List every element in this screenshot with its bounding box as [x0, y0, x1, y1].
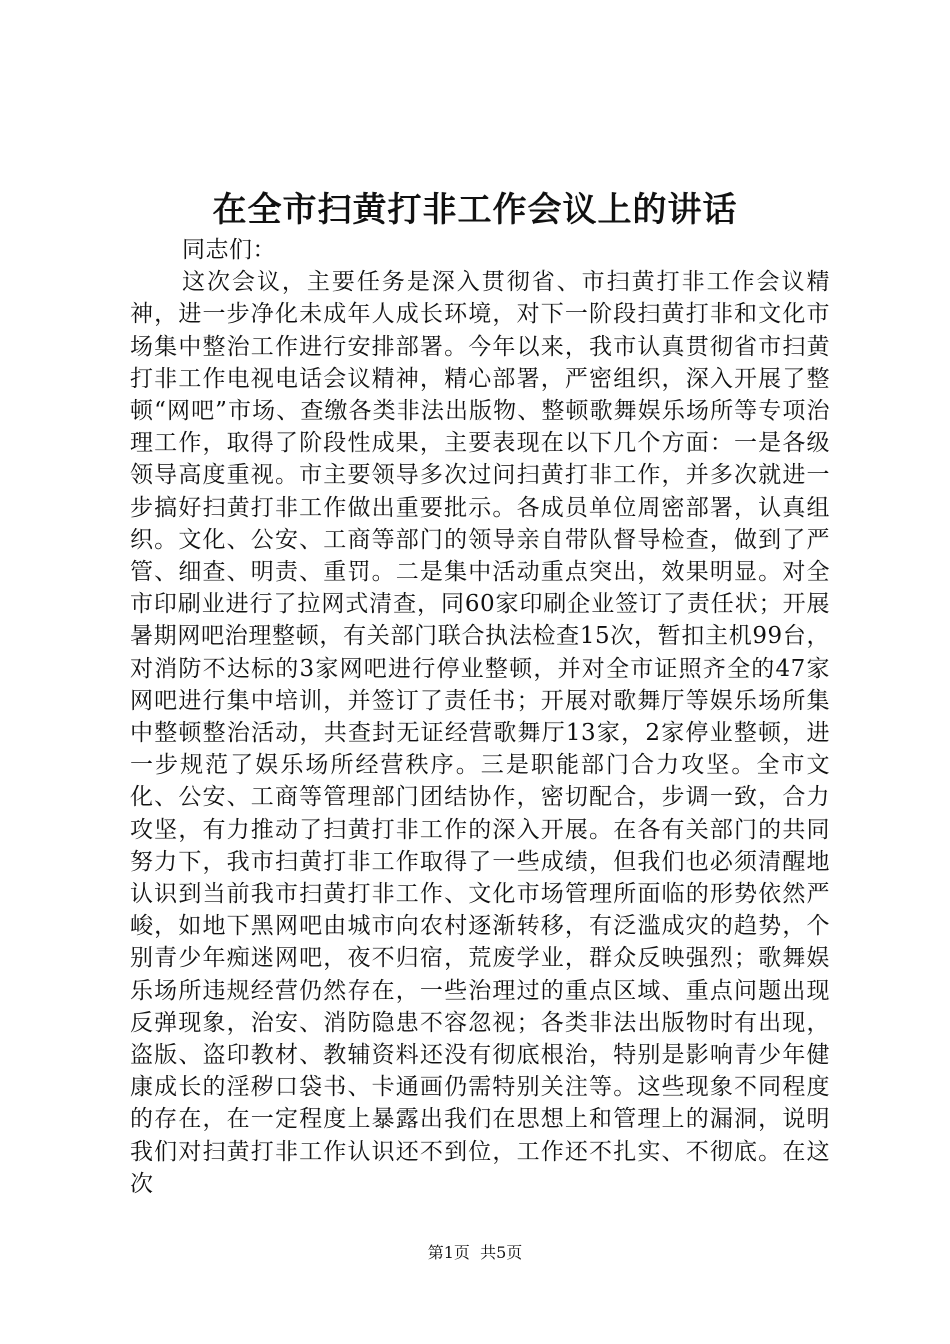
body-paragraph: 这次会议，主要任务是深入贯彻省、市扫黄打非工作会议精神，进一步净化未成年人成长环境，对下一阶段扫黄打非和文化市场集中整治工作进行安排部署。今年以来，我市认真贯彻省市扫黄打非工作电视电话会议精神，精心部署，严密组织，深入开展了整顿“网吧”市场、查缴各类非法出版物、整顿歌舞娱乐场所等专项治理工作，取得了阶段性成果，主要表现在以下几个方面：一是各级领导高度重视。市主要领导多次过问扫黄打非工作，并多次就进一步搞好扫黄打非工作做出重要批示。各成员单位周密部署，认真组织。文化、公安、工商等部门的领导亲自带队督导检查，做到了严管、细查、明责、重罚。二是集中活动重点突出，效果明显。对全市印刷业进行了拉网式清查，同60家印刷企业签订了责任状；开展暑期网吧治理整顿，有关部门联合执法检查15次，暂扣主机99台，对消防不达标的3家网吧进行停业整顿，并对全市证照齐全的47家网吧进行集中培训，并签订了责任书；开展对歌舞厅等娱乐场所集中整顿整治活动，共查封无证经营歌舞厅13家，2家停业整顿，进一步规范了娱乐场所经营秩序。三是职能部门合力攻坚。全市文化、公安、工商等管理部门团结协作，密切配合，步调一致，合力攻坚，有力推动了扫黄打非工作的深入开展。在各有关部门的共同努力下，我市扫黄打非工作取得了一些成绩，但我们也必须清醒地认识到当前我市扫黄打非工作、文化市场管理所面临的形势依然严峻，如地下黑网吧由城市向农村逐渐转移，有泛滥成灾的趋势，个别青少年痴迷网吧，夜不归宿，荒废学业，群众反映强烈；歌舞娱乐场所违规经营仍然存在，一些治理过的重点区域、重点问题出现反弹现象，治安、消防隐患不容忽视；各类非法出版物时有出现，盗版、盗印教材、教辅资料还没有彻底根治，特别是影响青少年健康成长的淫秽口袋书、卡通画仍需特别关注等。这些现象不同程度的存在，在一定程度上暴露出我们在思想上和管理上的漏洞，说明我们对扫黄打非工作认识还不到位，工作还不扎实、不彻底。在这次	[130, 269, 830, 1197]
document-body	[130, 234, 830, 1200]
salutation: 同志们：	[182, 237, 276, 263]
page-number-indicator: 第1页 共5页	[427, 1243, 523, 1262]
document-title: 在全市扫黄打非工作会议上的讲话	[212, 190, 738, 230]
page-footer	[0, 1241, 950, 1265]
